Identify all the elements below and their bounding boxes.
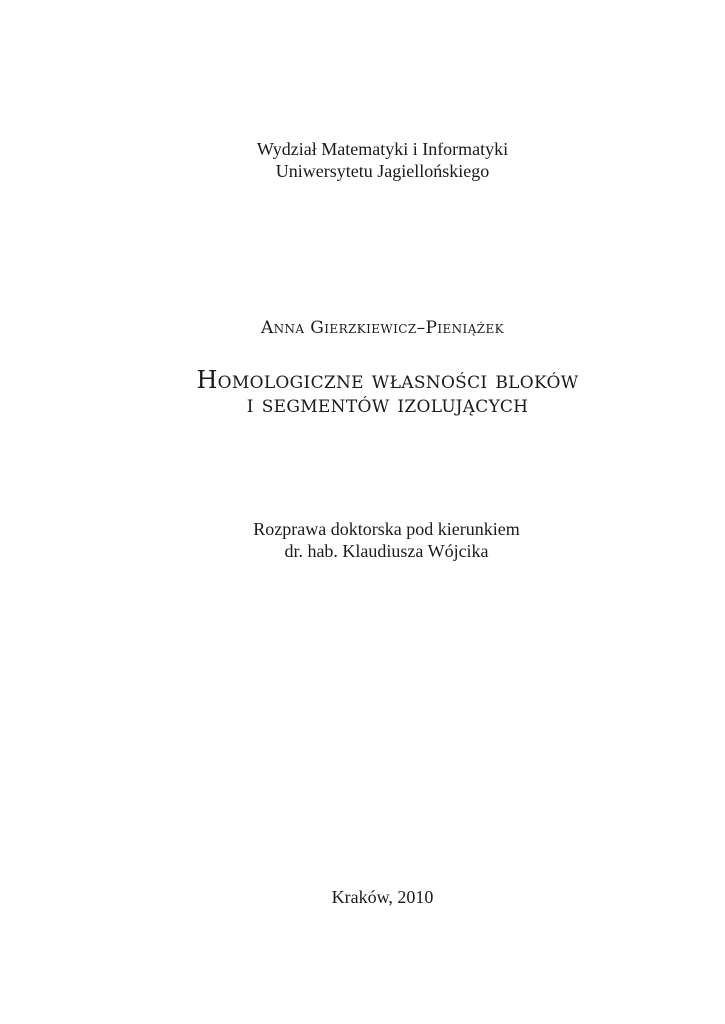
thesis-title-line-1: Homologiczne własności bloków: [196, 366, 579, 394]
university-name: Uniwersytetu Jagiellońskiego: [275, 161, 490, 181]
place-date-block: [0, 886, 725, 908]
supervision-block: [0, 518, 725, 562]
thesis-title-line-2: i segmentów izolujących: [246, 390, 529, 418]
place-date: Kraków, 2010: [331, 887, 434, 907]
author-block: [0, 317, 725, 339]
faculty-header: [0, 138, 725, 182]
supervisor-name: dr. hab. Klaudiusza Wójcika: [284, 541, 489, 561]
thesis-title: [0, 368, 725, 416]
faculty-name: Wydział Matematyki i Informatyki: [256, 139, 509, 159]
author-name: Anna Gierzkiewicz–Pieniążek: [260, 318, 505, 338]
thesis-type: Rozprawa doktorska pod kierunkiem: [253, 519, 520, 539]
